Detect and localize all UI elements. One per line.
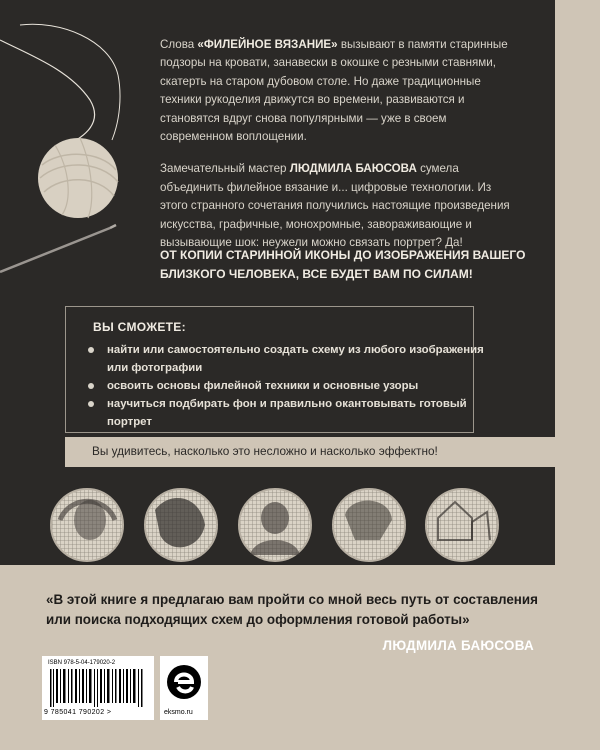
portrait-1 (51, 489, 123, 561)
isbn-label: ISBN 978-5-04-179020-2 (48, 660, 116, 666)
list-item: найти или самостоятельно создать схему из любого изображения или фотографии (86, 341, 486, 377)
headline: ОТ КОПИИ СТАРИННОЙ ИКОНЫ ДО ИЗОБРАЖЕНИЯ ВАШЕГО БЛИЗКОГО ЧЕЛОВЕКА, ВСЕ БУДЕТ ВАМ ПО СИЛАМ! (160, 248, 526, 281)
portrait-2 (145, 489, 217, 561)
benefits-list (86, 341, 486, 431)
intro-paragraph-1: Слова «ФИЛЕЙНОЕ ВЯЗАНИЕ» вызывают в памяти старинные подзоры на кровати, занавески в окошке с резными ставнями, скатерть на старом дубовом столе. Но даже традиционные техники рукоделия движутся во времени, развиваются и становятся вдруг снова популярными — уже в своем современном воплощении. (160, 38, 508, 144)
intro-paragraph-2: Замечательный мастер ЛЮДМИЛА БАЮСОВА сумела объединить филейное вязание и... цифровые технологии. Из этого странного сочетания получились настоящие произведения искусства, графичные, монохромные, завораживающие и вызывающие шок: неужели можно связать портрет? Да! (160, 162, 510, 250)
band-text: Вы удивитесь, насколько это несложно и насколько эффектно! (92, 444, 438, 458)
bullet-icon (88, 347, 94, 353)
intro-text (160, 36, 522, 266)
list-item: освоить основы филейной техники и основные узоры (86, 377, 486, 395)
barcode-digits: 9 785041 790202 > (44, 709, 112, 716)
benefits-title: ВЫ СМОЖЕТЕ: (93, 320, 186, 334)
bullet-icon (88, 383, 94, 389)
publisher-url: eksmo.ru (164, 709, 193, 716)
author-name: ЛЮДМИЛА БАЮСОВА (382, 638, 534, 653)
list-item: научиться подбирать фон и правильно окантовывать готовый портрет (86, 395, 486, 431)
portrait-medallions (0, 480, 600, 580)
bullet-icon (88, 401, 94, 407)
portrait-5 (426, 489, 498, 561)
yarn-ball-illustration (0, 0, 150, 300)
portrait-4 (333, 489, 405, 561)
barcode (42, 656, 154, 720)
portrait-3 (239, 489, 311, 561)
eksmo-logo-icon (166, 660, 202, 706)
publisher-logo (160, 656, 208, 720)
author-quote: «В этой книге я предлагаю вам пройти со мной весь путь от составления или поиска подходящих схем до оформления готовой работы» (46, 592, 538, 627)
barcode-bars-icon (50, 669, 146, 707)
